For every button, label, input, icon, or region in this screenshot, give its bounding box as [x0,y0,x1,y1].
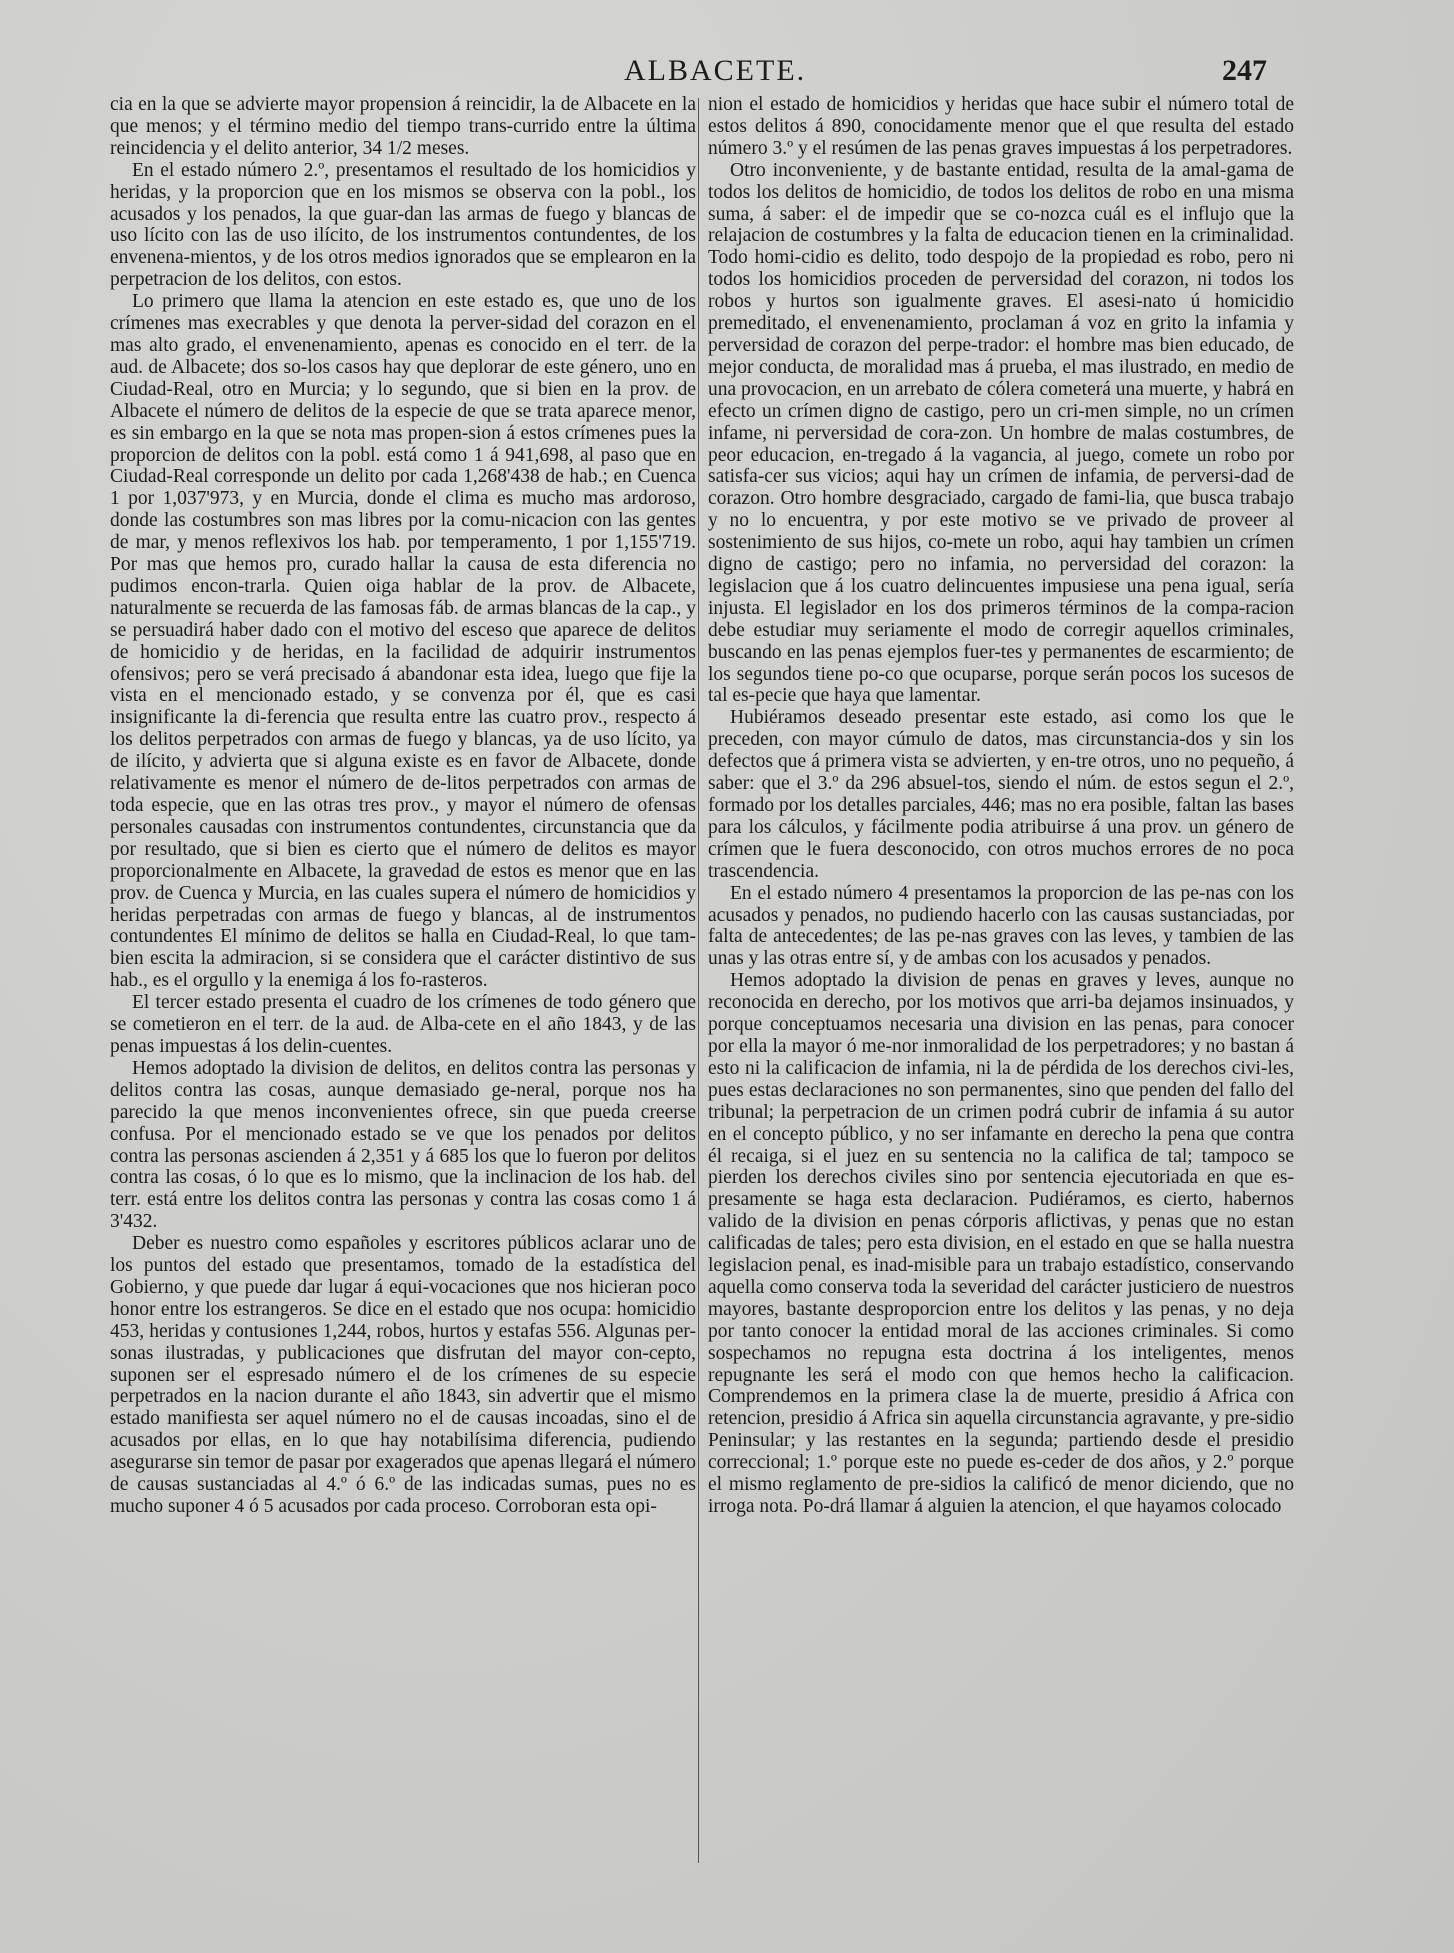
paragraph: En el estado número 2.º, presentamos el resultado de los homicidios y heridas, y la proporcion que en los mismos se observa con la pobl., los acusados y los penados, la que guar-dan las armas de fuego y blancas de uso lícito con las de uso ilícito, de los instrumentos contundentes, de los envenena-mientos, y de los otros medios ignorados que se emplearon en la perpetracion de los delitos, con estos. [110,159,696,291]
running-head [0,54,1454,94]
paragraph: Lo primero que llama la atencion en este estado es, que uno de los crímenes mas execrables y que denota la perver-sidad del corazon en el mas alto grado, el envenenamiento, apenas es conocido en el terr. de la aud. de Albacete; dos so-los casos hay que deplorar de este género, uno en Ciudad-Real, otro en Murcia; y lo segundo, que si bien en la prov. de Albacete el número de delitos de la especie de que se trata aparece menor, es sin embargo en la que se nota mas propen-sion á estos crímenes pues la proporcion de delitos con la pobl. está como 1 á 941,698, al paso que en Ciudad-Real corresponde un delito por cada 1,268'438 de hab.; en Cuenca 1 por 1,037'973, y en Murcia, donde el clima es mucho mas ardoroso, donde las costumbres son mas libres por la comu-nicacion con las gentes de mar, y menos reflexivos los hab. por temperamento, 1 por 1,155'719. Por mas que hemos pro, curado hallar la causa de esta diferencia no pudimos encon-trarla. Quien oiga hablar de la prov. de Albacete, naturalmente se recuerda de las famosas fáb. de armas blancas de la cap., y se persuadirá haber dado con el motivo del esceso que aparece de delitos de homicidio y de heridas, en la facilidad de adquirir instrumentos ofensivos; pero se verá precisado á abandonar esta idea, luego que fije la vista en el mencionado estado, y se convenza por él, que es casi insignificante la di-ferencia que resulta entre las cuatro prov., respecto á los delitos perpetrados con armas de fuego y blancas, ya de uso lícito, ya de ilícito, y advierta que si alguna existe es en favor de Albacete, donde relativamente es menor el número de de-litos perpetrados con armas de toda especie, que en las otras tres prov., y mayor el número de ofensas personales causadas con instrumentos contundentes, circunstancia que da por resultado, que si bien es cierto que el número de delitos es mayor proporcionalmente en Albacete, la gravedad de estos es menor que en las prov. de Cuenca y Murcia, en las cuales supera el número de homicidios y heridas perpetradas con armas de fuego y blancas, al de instrumentos contundentes El mínimo de delitos se halla en Ciudad-Real, lo que tam-bien escita la admiracion, si se considera que el carácter distintivo de sus hab., es el orgullo y la enemiga á los fo-rasteros. [110,291,696,992]
page-number: 247 [1222,54,1267,87]
paragraph: nion el estado de homicidios y heridas que hace subir el número total de estos delitos á 890, conocidamente menor que el que resulta del estado número 3.º y el resúmen de las penas graves impuestas á los perpetradores. [708,94,1294,159]
column-divider [698,98,699,1863]
paragraph: En el estado número 4 presentamos la proporcion de las pe-nas con los acusados y penados, no pudiendo hacerlo con las causas sustanciadas, por falta de antecedentes; de las pe-nas graves con las leves, y tambien de las unas y las otras entre sí, y de ambas con los acusados y penados. [708,882,1294,970]
left-column [110,94,696,1518]
right-column [708,94,1294,1518]
paragraph: cia en la que se advierte mayor propension á reincidir, la de Albacete en la que menos; y el término medio del tiempo trans-currido entre la última reincidencia y el delito anterior, 34 1/2 meses. [110,94,696,159]
paragraph: Otro inconveniente, y de bastante entidad, resulta de la amal-gama de todos los delitos de homicidio, de todos los delitos de robo en una misma suma, á saber: el de impedir que se co-nozca cuál es el influjo que la relajacion de costumbres y la falta de educacion tienen en la criminalidad. Todo homi-cidio es delito, todo despojo de la propiedad es robo, pero ni todos los homicidios proceden de perversidad del corazon, ni todos los robos y hurtos son igualmente graves. El asesi-nato ú homicidio premeditado, el envenenamiento, proclaman á voz en grito la infamia y perversidad de corazon del perpe-trador: el hombre mas bien educado, de mejor conducta, de moralidad mas á prueba, el mas ilustrado, en medio de una provocacion, en un arrebato de cólera cometerá una muerte, y habrá en efecto un crímen digno de castigo, pero un cri-men simple, no un crímen infame, ni perversidad de cora-zon. Un hombre de malas costumbres, de peor educacion, en-tregado á la vagancia, al juego, comete un robo por satisfa-cer sus vicios; aqui hay un crímen de infamia, de perversi-dad de corazon. Otro hombre desgraciado, cargado de fami-lia, que busca trabajo y no lo encuentra, y por este motivo se ve privado de proveer al sostenimiento de sus hijos, co-mete un robo, aqui hay tambien un crímen digno de castigo; pero no infamia, no perversidad del corazon: la legislacion que á los cuatro delincuentes impusiese una pena igual, sería injusta. El legislador en los dos primeros términos de la compa-racion debe estudiar muy seriamente el modo de corregir aquellos criminales, buscando en las penas ejemplos fuer-tes y permanentes de escarmiento; de los segundos tiene po-co que ocuparse, porque serán pocos los sucesos de tal es-pecie que haya que lamentar. [708,159,1294,707]
paragraph: El tercer estado presenta el cuadro de los crímenes de todo género que se cometieron en el terr. de la aud. de Alba-cete en el año 1843, y de las penas impuestas á los delin-cuentes. [110,992,696,1057]
paragraph: Deber es nuestro como españoles y escritores públicos aclarar uno de los puntos del estado que presentamos, tomado de la estadística del Gobierno, y que puede dar lugar á equi-vocaciones que nos hicieran poco honor entre los estrangeros. Se dice en el estado que nos ocupa: homicidio 453, heridas y contusiones 1,244, robos, hurtos y estafas 556. Algunas per-sonas ilustradas, y publicaciones que disfrutan del mayor con-cepto, suponen ser el espresado número el de los crímenes de su especie perpetrados en la nacion durante el año 1843, sin advertir que el mismo estado manifiesta ser aquel número no el de causas incoadas, sino el de acusados por ellas, en lo que hay notabilísima diferencia, pudiendo asegurarse sin temor de pasar por exagerados que apenas llegará el número de causas sustanciadas al 4.º ó 6.º de las indicadas sumas, pues no es mucho suponer 4 ó 5 acusados por cada proceso. Corroboran esta opi- [110,1233,696,1517]
paragraph: Hubiéramos deseado presentar este estado, asi como los que le preceden, con mayor cúmulo de datos, mas circunstancia-dos y sin los defectos que á primera vista se advierten, y en-tre otros, uno no pequeño, á saber: que el 3.º da 296 absuel-tos, siendo el núm. de estos segun el 2.º, formado por los detalles parciales, 446; mas no era posible, faltan las bases para los cálculos, y fácilmente podia atribuirse á una prov. un género de crímen que le fuera desconocido, con otros muchos errores de no poca trascendencia. [708,707,1294,882]
paragraph: Hemos adoptado la division de penas en graves y leves, aunque no reconocida en derecho, por los motivos que arri-ba dejamos insinuados, y porque conceptuamos necesaria una division en las penas, para conocer por ella la mayor ó me-nor inmoralidad de los perpetradores; y no bastan á esto ni la calificacion de infamia, ni la de pérdida de los derechos civi-les, pues estas declaraciones no son permanentes, sino que penden del fallo del tribunal; la perpetracion de un crimen podrá cubrir de infamia á su autor en el concepto público, y no ser infamante en derecho la pena que contra él recaiga, si el juez en su sentencia no la califica de tal; tampoco se pierden los derechos civiles sino por sentencia ejecutoriada en que es-presamente se haga esta declaracion. Pudiéramos, es cierto, habernos valido de la division en penas córporis aflictivas, y penas que no estan calificadas de tales; pero esta division, en el estado en que se halla nuestra legislacion penal, es inad-misible para un trabajo estadístico, conservando aquella como conserva toda la severidad del carácter justiciero de nuestros mayores, bastante desproporcion entre los delitos y las penas, y no deja por tanto conocer la entidad moral de las acciones criminales. Si como sospechamos no repugna esta doctrina á los inteligentes, menos repugnante les será el modo con que hemos hecho la calificacion. Comprendemos en la primera clase la de muerte, presidio á Africa con retencion, presidio á Africa sin aquella circunstancia agravante, y pre-sidio Peninsular; y las restantes en la segunda; partiendo desde el presidio correccional; 1.º porque este no puede es-ceder de dos años, y 2.º porque el mismo reglamento de pre-sidios la calificó de menor diciendo, que no irroga nota. Po-drá llamar á alguien la atencion, el que hayamos colocado [708,970,1294,1517]
page-title: ALBACETE. [624,54,807,87]
paragraph: Hemos adoptado la division de delitos, en delitos contra las personas y delitos contra las cosas, aunque demasiado ge-neral, porque nos ha parecido la que menos inconvenientes ofrece, sin que pueda creerse confusa. Por el mencionado estado se ve que los penados por delitos contra las personas ascienden á 2,351 y á 685 los que lo fueron por delitos contra las cosas, ó lo que es lo mismo, que la inclinacion de los hab. del terr. está entre los delitos contra las personas y contra las cosas como 1 á 3'432. [110,1057,696,1233]
